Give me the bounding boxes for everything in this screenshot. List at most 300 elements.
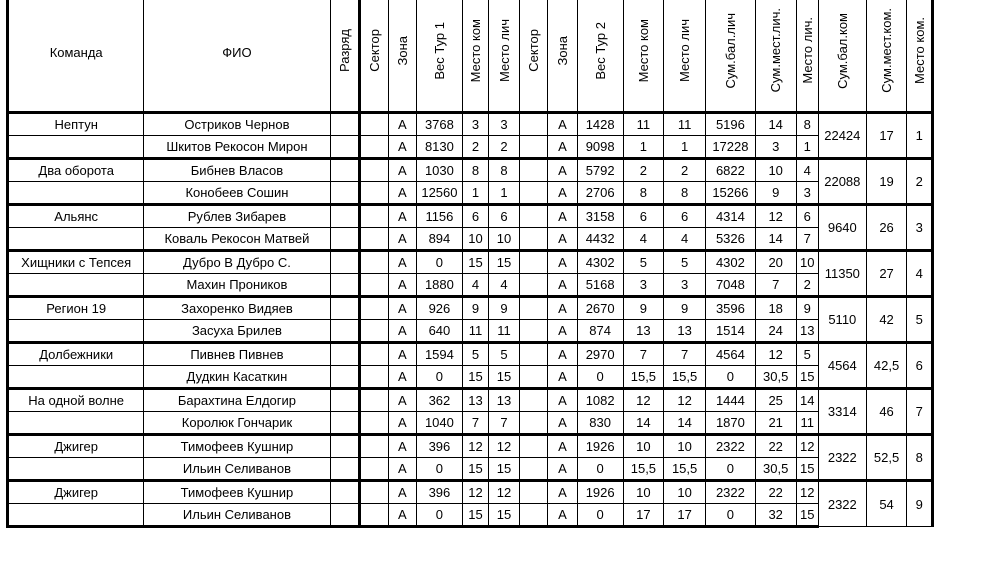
zone-1-cell: А [388, 366, 416, 389]
sum-score-pers-cell: 0 [705, 504, 755, 527]
weight-1-cell: 926 [417, 297, 463, 320]
place-pers-2-cell: 9 [664, 297, 706, 320]
weight-2-cell: 5792 [577, 159, 623, 182]
sum-place-team-cell: 42,5 [866, 343, 907, 389]
weight-1-cell: 1156 [417, 205, 463, 228]
sum-score-pers-cell: 5326 [705, 228, 755, 251]
sum-place-pers-cell: 32 [755, 504, 796, 527]
place-team-1-cell: 15 [462, 458, 488, 481]
sum-score-team-cell: 2322 [818, 435, 866, 481]
sector-2-cell [519, 320, 547, 343]
place-team-2-cell: 15,5 [623, 458, 664, 481]
place-team-1-cell: 3 [462, 113, 488, 136]
sector-1-cell [360, 320, 388, 343]
place-pers-cell: 11 [796, 412, 818, 435]
place-pers-1-cell: 12 [489, 435, 520, 458]
place-pers-2-cell: 2 [664, 159, 706, 182]
zone-2-cell: А [548, 159, 578, 182]
weight-2-cell: 5168 [577, 274, 623, 297]
sector-1-cell [360, 136, 388, 159]
sector-1-cell [360, 297, 388, 320]
zone-1-cell: А [388, 481, 416, 504]
results-table [6, 0, 934, 528]
zone-1-cell: А [388, 343, 416, 366]
weight-2-cell: 0 [577, 458, 623, 481]
sector-1-cell [360, 251, 388, 274]
place-team-1-cell: 10 [462, 228, 488, 251]
header-place-team: Место ком. [907, 0, 933, 113]
sector-2-cell [519, 205, 547, 228]
sum-score-pers-cell: 0 [705, 366, 755, 389]
table-row [8, 228, 933, 251]
fio-cell: Тимофеев Кушнир [144, 435, 330, 458]
place-team-2-cell: 11 [623, 113, 664, 136]
place-pers-2-cell: 10 [664, 435, 706, 458]
sector-2-cell [519, 159, 547, 182]
rank-cell [330, 297, 360, 320]
sector-2-cell [519, 297, 547, 320]
header-place-pers-1: Место лич [489, 0, 520, 113]
place-pers-2-cell: 11 [664, 113, 706, 136]
zone-2-cell: А [548, 251, 578, 274]
place-team-1-cell: 2 [462, 136, 488, 159]
team-name-cell [8, 366, 144, 389]
rank-cell [330, 136, 360, 159]
weight-1-cell: 362 [417, 389, 463, 412]
fio-cell: Рублев Зибарев [144, 205, 330, 228]
header-sector-2: Сектор [519, 0, 547, 113]
sector-2-cell [519, 274, 547, 297]
header-team: Команда [8, 0, 144, 113]
place-team-1-cell: 5 [462, 343, 488, 366]
weight-2-cell: 0 [577, 366, 623, 389]
place-team-cell: 4 [907, 251, 933, 297]
place-pers-cell: 7 [796, 228, 818, 251]
sum-score-team-cell: 5110 [818, 297, 866, 343]
weight-1-cell: 396 [417, 481, 463, 504]
team-name-cell: Два оборота [8, 159, 144, 182]
place-pers-1-cell: 11 [489, 320, 520, 343]
rank-cell [330, 481, 360, 504]
sum-score-pers-cell: 2322 [705, 435, 755, 458]
sum-place-pers-cell: 10 [755, 159, 796, 182]
place-pers-2-cell: 14 [664, 412, 706, 435]
sum-place-team-cell: 42 [866, 297, 907, 343]
place-team-cell: 2 [907, 159, 933, 205]
rank-cell [330, 274, 360, 297]
place-team-cell: 7 [907, 389, 933, 435]
sector-1-cell [360, 343, 388, 366]
place-pers-1-cell: 15 [489, 251, 520, 274]
sum-score-pers-cell: 4564 [705, 343, 755, 366]
sum-score-pers-cell: 17228 [705, 136, 755, 159]
sum-place-team-cell: 54 [866, 481, 907, 527]
zone-2-cell: А [548, 205, 578, 228]
weight-1-cell: 894 [417, 228, 463, 251]
sum-place-pers-cell: 21 [755, 412, 796, 435]
fio-cell: Королюк Гончарик [144, 412, 330, 435]
table-row [8, 481, 933, 504]
header-place-pers: Место лич. [796, 0, 818, 113]
place-pers-1-cell: 15 [489, 504, 520, 527]
header-sum-place-team: Сум.мест.ком. [866, 0, 907, 113]
table-row [8, 182, 933, 205]
header-sector-1: Сектор [360, 0, 388, 113]
sum-place-team-cell: 17 [866, 113, 907, 159]
place-team-1-cell: 13 [462, 389, 488, 412]
team-name-cell: Хищники с Тепсея [8, 251, 144, 274]
zone-1-cell: А [388, 136, 416, 159]
place-team-1-cell: 6 [462, 205, 488, 228]
sum-place-pers-cell: 12 [755, 205, 796, 228]
weight-2-cell: 3158 [577, 205, 623, 228]
zone-1-cell: А [388, 159, 416, 182]
sum-score-team-cell: 9640 [818, 205, 866, 251]
weight-2-cell: 9098 [577, 136, 623, 159]
sector-2-cell [519, 458, 547, 481]
place-team-1-cell: 12 [462, 481, 488, 504]
place-team-2-cell: 9 [623, 297, 664, 320]
place-team-2-cell: 17 [623, 504, 664, 527]
sum-score-pers-cell: 4314 [705, 205, 755, 228]
table-row [8, 136, 933, 159]
place-pers-cell: 13 [796, 320, 818, 343]
table-row [8, 159, 933, 182]
place-team-1-cell: 8 [462, 159, 488, 182]
rank-cell [330, 458, 360, 481]
table-row [8, 297, 933, 320]
sum-place-team-cell: 27 [866, 251, 907, 297]
place-team-1-cell: 12 [462, 435, 488, 458]
place-pers-2-cell: 5 [664, 251, 706, 274]
zone-1-cell: А [388, 205, 416, 228]
weight-1-cell: 1040 [417, 412, 463, 435]
place-team-cell: 9 [907, 481, 933, 527]
place-team-2-cell: 15,5 [623, 366, 664, 389]
table-row [8, 113, 933, 136]
header-sum-place-pers: Сум.мест.лич. [755, 0, 796, 113]
fio-cell: Махин Проников [144, 274, 330, 297]
place-pers-cell: 8 [796, 113, 818, 136]
fio-cell: Коваль Рекосон Матвей [144, 228, 330, 251]
sum-score-team-cell: 22088 [818, 159, 866, 205]
weight-1-cell: 1594 [417, 343, 463, 366]
rank-cell [330, 228, 360, 251]
place-team-2-cell: 10 [623, 481, 664, 504]
place-team-cell: 8 [907, 435, 933, 481]
place-pers-cell: 12 [796, 435, 818, 458]
sum-score-pers-cell: 5196 [705, 113, 755, 136]
sum-score-team-cell: 22424 [818, 113, 866, 159]
place-pers-1-cell: 6 [489, 205, 520, 228]
weight-2-cell: 2706 [577, 182, 623, 205]
place-pers-cell: 10 [796, 251, 818, 274]
zone-2-cell: А [548, 481, 578, 504]
weight-2-cell: 1926 [577, 435, 623, 458]
header-row [8, 0, 933, 113]
sector-2-cell [519, 182, 547, 205]
table-row [8, 320, 933, 343]
sum-place-team-cell: 52,5 [866, 435, 907, 481]
fio-cell: Засуха Брилев [144, 320, 330, 343]
sector-1-cell [360, 113, 388, 136]
zone-1-cell: А [388, 297, 416, 320]
weight-1-cell: 396 [417, 435, 463, 458]
rank-cell [330, 343, 360, 366]
place-team-1-cell: 15 [462, 251, 488, 274]
place-pers-2-cell: 1 [664, 136, 706, 159]
place-pers-cell: 2 [796, 274, 818, 297]
weight-2-cell: 2670 [577, 297, 623, 320]
sum-score-pers-cell: 3596 [705, 297, 755, 320]
fio-cell: Пивнев Пивнев [144, 343, 330, 366]
team-name-cell [8, 228, 144, 251]
place-pers-cell: 9 [796, 297, 818, 320]
place-pers-cell: 15 [796, 504, 818, 527]
place-pers-2-cell: 3 [664, 274, 706, 297]
team-name-cell: Джигер [8, 435, 144, 458]
sector-1-cell [360, 159, 388, 182]
sum-place-pers-cell: 9 [755, 182, 796, 205]
place-team-2-cell: 2 [623, 159, 664, 182]
weight-1-cell: 3768 [417, 113, 463, 136]
team-name-cell: Альянс [8, 205, 144, 228]
place-pers-2-cell: 4 [664, 228, 706, 251]
sum-place-team-cell: 19 [866, 159, 907, 205]
sum-score-pers-cell: 1514 [705, 320, 755, 343]
place-team-1-cell: 1 [462, 182, 488, 205]
rank-cell [330, 366, 360, 389]
table-row [8, 504, 933, 527]
sum-place-pers-cell: 22 [755, 435, 796, 458]
team-name-cell [8, 274, 144, 297]
header-zone-1: Зона [388, 0, 416, 113]
rank-cell [330, 389, 360, 412]
place-pers-cell: 15 [796, 366, 818, 389]
weight-1-cell: 12560 [417, 182, 463, 205]
sector-1-cell [360, 458, 388, 481]
weight-2-cell: 0 [577, 504, 623, 527]
team-name-cell [8, 412, 144, 435]
zone-2-cell: А [548, 182, 578, 205]
header-fio: ФИО [144, 0, 330, 113]
sum-place-team-cell: 46 [866, 389, 907, 435]
sector-2-cell [519, 504, 547, 527]
zone-2-cell: А [548, 136, 578, 159]
header-place-team-1: Место ком [462, 0, 488, 113]
place-team-2-cell: 10 [623, 435, 664, 458]
fio-cell: Барахтина Елдогир [144, 389, 330, 412]
place-pers-1-cell: 10 [489, 228, 520, 251]
header-place-team-2: Место ком [623, 0, 664, 113]
sector-2-cell [519, 412, 547, 435]
zone-1-cell: А [388, 113, 416, 136]
rank-cell [330, 113, 360, 136]
table-row [8, 412, 933, 435]
place-team-2-cell: 5 [623, 251, 664, 274]
table-row [8, 205, 933, 228]
sector-2-cell [519, 228, 547, 251]
team-name-cell: Джигер [8, 481, 144, 504]
place-pers-1-cell: 2 [489, 136, 520, 159]
rank-cell [330, 251, 360, 274]
team-name-cell [8, 504, 144, 527]
place-pers-1-cell: 4 [489, 274, 520, 297]
sector-2-cell [519, 435, 547, 458]
fio-cell: Бибнев Власов [144, 159, 330, 182]
place-team-1-cell: 15 [462, 366, 488, 389]
place-pers-1-cell: 5 [489, 343, 520, 366]
sum-place-team-cell: 26 [866, 205, 907, 251]
place-pers-1-cell: 15 [489, 458, 520, 481]
place-pers-1-cell: 15 [489, 366, 520, 389]
place-pers-cell: 6 [796, 205, 818, 228]
place-team-2-cell: 3 [623, 274, 664, 297]
place-team-2-cell: 6 [623, 205, 664, 228]
sum-score-pers-cell: 7048 [705, 274, 755, 297]
place-pers-1-cell: 3 [489, 113, 520, 136]
sum-place-pers-cell: 14 [755, 228, 796, 251]
team-name-cell: Нептун [8, 113, 144, 136]
sum-score-team-cell: 4564 [818, 343, 866, 389]
header-weight-1: Вес Тур 1 [417, 0, 463, 113]
zone-2-cell: А [548, 228, 578, 251]
team-name-cell: Долбежники [8, 343, 144, 366]
zone-2-cell: А [548, 504, 578, 527]
zone-2-cell: А [548, 366, 578, 389]
sum-place-pers-cell: 12 [755, 343, 796, 366]
header-sum-score-pers: Сум.бал.лич [705, 0, 755, 113]
table-row [8, 458, 933, 481]
place-team-cell: 6 [907, 343, 933, 389]
fio-cell: Захоренко Видяев [144, 297, 330, 320]
sector-2-cell [519, 251, 547, 274]
header-zone-2: Зона [548, 0, 578, 113]
sector-2-cell [519, 136, 547, 159]
place-team-1-cell: 15 [462, 504, 488, 527]
sum-score-team-cell: 3314 [818, 389, 866, 435]
sum-score-pers-cell: 1444 [705, 389, 755, 412]
place-pers-1-cell: 9 [489, 297, 520, 320]
weight-2-cell: 4302 [577, 251, 623, 274]
sum-score-pers-cell: 1870 [705, 412, 755, 435]
team-name-cell: На одной волне [8, 389, 144, 412]
header-place-pers-2: Место лич [664, 0, 706, 113]
weight-1-cell: 1030 [417, 159, 463, 182]
sector-2-cell [519, 481, 547, 504]
team-name-cell [8, 182, 144, 205]
place-pers-2-cell: 15,5 [664, 458, 706, 481]
place-pers-2-cell: 12 [664, 389, 706, 412]
zone-2-cell: А [548, 320, 578, 343]
fio-cell: Конобеев Сошин [144, 182, 330, 205]
weight-2-cell: 830 [577, 412, 623, 435]
sector-1-cell [360, 412, 388, 435]
zone-1-cell: А [388, 412, 416, 435]
fio-cell: Ильин Селиванов [144, 504, 330, 527]
sum-score-pers-cell: 0 [705, 458, 755, 481]
place-pers-2-cell: 7 [664, 343, 706, 366]
place-team-2-cell: 4 [623, 228, 664, 251]
sum-score-pers-cell: 15266 [705, 182, 755, 205]
sector-1-cell [360, 389, 388, 412]
weight-1-cell: 0 [417, 504, 463, 527]
place-pers-1-cell: 7 [489, 412, 520, 435]
place-pers-2-cell: 15,5 [664, 366, 706, 389]
sector-1-cell [360, 435, 388, 458]
place-pers-cell: 14 [796, 389, 818, 412]
header-weight-2: Вес Тур 2 [577, 0, 623, 113]
weight-1-cell: 640 [417, 320, 463, 343]
place-team-2-cell: 12 [623, 389, 664, 412]
weight-2-cell: 1926 [577, 481, 623, 504]
sum-score-pers-cell: 6822 [705, 159, 755, 182]
place-pers-cell: 5 [796, 343, 818, 366]
sector-2-cell [519, 113, 547, 136]
zone-1-cell: А [388, 504, 416, 527]
place-pers-cell: 15 [796, 458, 818, 481]
rank-cell [330, 504, 360, 527]
sum-place-pers-cell: 14 [755, 113, 796, 136]
sector-1-cell [360, 481, 388, 504]
place-pers-1-cell: 1 [489, 182, 520, 205]
sector-2-cell [519, 389, 547, 412]
header-rank: Разряд [330, 0, 360, 113]
fio-cell: Шкитов Рекосон Мирон [144, 136, 330, 159]
zone-1-cell: А [388, 389, 416, 412]
place-team-1-cell: 7 [462, 412, 488, 435]
sum-place-pers-cell: 18 [755, 297, 796, 320]
table-row [8, 389, 933, 412]
table-row [8, 343, 933, 366]
place-team-cell: 3 [907, 205, 933, 251]
place-team-cell: 1 [907, 113, 933, 159]
sum-place-pers-cell: 22 [755, 481, 796, 504]
zone-2-cell: А [548, 458, 578, 481]
sum-place-pers-cell: 30,5 [755, 458, 796, 481]
header-sum-score-team: Сум.бал.ком [818, 0, 866, 113]
weight-2-cell: 874 [577, 320, 623, 343]
place-team-2-cell: 14 [623, 412, 664, 435]
weight-1-cell: 0 [417, 458, 463, 481]
place-pers-2-cell: 17 [664, 504, 706, 527]
rank-cell [330, 159, 360, 182]
place-pers-1-cell: 13 [489, 389, 520, 412]
fio-cell: Дудкин Касаткин [144, 366, 330, 389]
place-team-2-cell: 7 [623, 343, 664, 366]
rank-cell [330, 205, 360, 228]
team-name-cell [8, 458, 144, 481]
place-pers-1-cell: 12 [489, 481, 520, 504]
weight-2-cell: 2970 [577, 343, 623, 366]
sum-score-team-cell: 2322 [818, 481, 866, 527]
place-team-cell: 5 [907, 297, 933, 343]
place-pers-2-cell: 13 [664, 320, 706, 343]
sector-1-cell [360, 205, 388, 228]
zone-2-cell: А [548, 343, 578, 366]
place-pers-cell: 4 [796, 159, 818, 182]
place-team-2-cell: 8 [623, 182, 664, 205]
sector-1-cell [360, 366, 388, 389]
sum-place-pers-cell: 20 [755, 251, 796, 274]
place-team-1-cell: 9 [462, 297, 488, 320]
place-pers-1-cell: 8 [489, 159, 520, 182]
zone-2-cell: А [548, 274, 578, 297]
sector-1-cell [360, 182, 388, 205]
table-row [8, 435, 933, 458]
rank-cell [330, 320, 360, 343]
team-name-cell [8, 136, 144, 159]
